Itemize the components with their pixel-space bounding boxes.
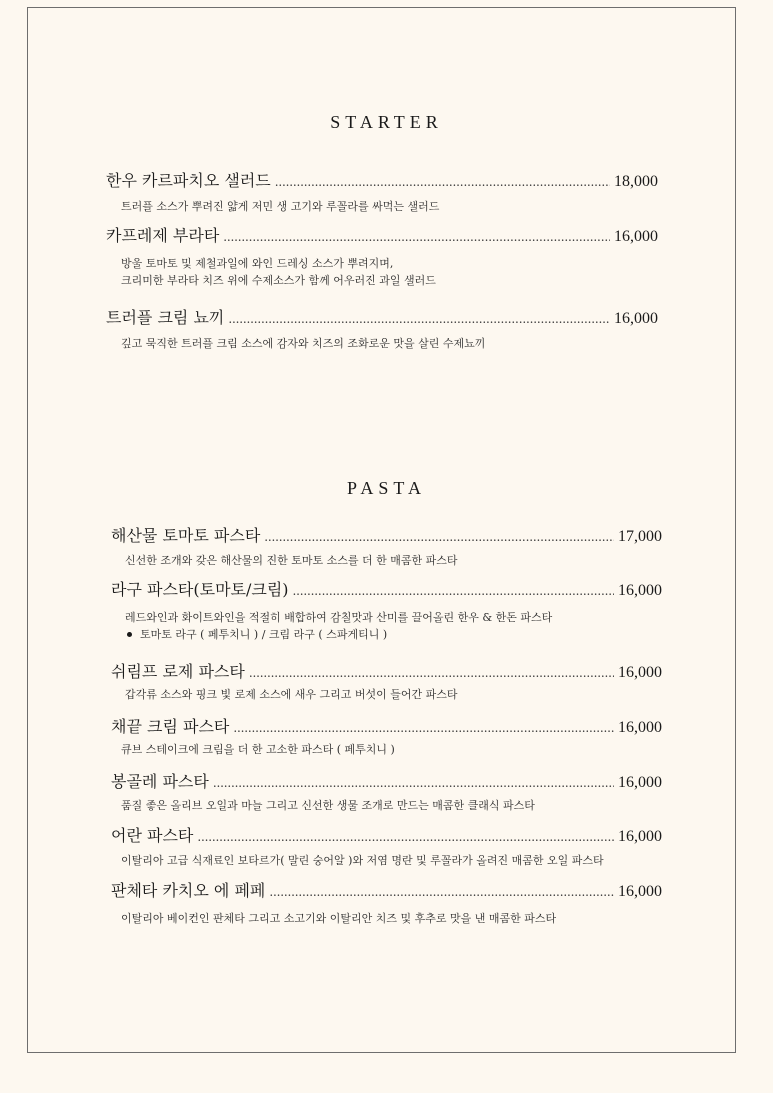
- dot-leader: [233, 721, 614, 735]
- menu-item-name: 해산물 토마토 파스타: [111, 526, 261, 545]
- menu-item-row: [111, 659, 662, 683]
- menu-item-name: 라구 파스타(토마토/크림): [111, 580, 289, 599]
- dot-leader: [213, 776, 614, 790]
- menu-item-description: 레드와인과 화이트와인을 적절히 배합하여 감칠맛과 산미를 끌어올린 한우 & 한돈 파스타 토마토 라구 ( 페투치니 ) / 크림 라구 ( 스파게티니 ): [125, 611, 553, 641]
- menu-item-price: 17,000: [618, 528, 662, 545]
- menu-item-price: 18,000: [614, 173, 658, 190]
- menu-item-description: 방울 토마토 및 제철과일에 와인 드레싱 소스가 뿌려지며, 크리미한 부라타 치즈 위에 수제소스가 함께 어우러진 과일 샐러드: [121, 257, 436, 287]
- menu-item-row: [111, 769, 662, 793]
- menu-item-price: 16,000: [618, 828, 662, 845]
- section-title-starter: STARTER: [330, 112, 443, 132]
- menu-item-description: 이탈리아 고급 식재료인 보타르가( 말린 숭어알 )와 저염 명란 및 루꼴라가 올려진 매콤한 오일 파스타: [121, 854, 604, 867]
- menu-item-name: 쉬림프 로제 파스타: [111, 662, 245, 681]
- menu-item-price: 16,000: [618, 719, 662, 736]
- menu-item-description: 깊고 묵직한 트러플 크림 소스에 감자와 치즈의 조화로운 맛을 살린 수제뇨끼: [121, 337, 486, 350]
- menu-item-description: 품질 좋은 올리브 오일과 마늘 그리고 신선한 생물 조개로 만드는 매콤한 클래식 파스타: [121, 799, 535, 812]
- menu-item-row: [111, 523, 662, 547]
- dot-leader: [269, 885, 614, 899]
- option-bullet: 토마토 라구 ( 페투치니 ) / 크림 라구 ( 스파게티니 ): [125, 626, 552, 643]
- menu-item-name: 트러플 크림 뇨끼: [106, 308, 225, 327]
- menu-item-price: 16,000: [618, 774, 662, 791]
- menu-item-description: 트러플 소스가 뿌려진 얇게 저민 생 고기와 루꼴라를 싸먹는 샐러드: [121, 200, 440, 213]
- dot-leader: [197, 830, 614, 844]
- menu-item-price: 16,000: [618, 664, 662, 681]
- dot-leader: [264, 530, 614, 544]
- section-title-pasta: PASTA: [347, 478, 426, 498]
- menu-item-price: 16,000: [618, 582, 662, 599]
- menu-item-row: [106, 305, 658, 329]
- dot-leader: [293, 584, 614, 598]
- menu-item-price: 16,000: [614, 310, 658, 327]
- menu-item-name: 어란 파스타: [111, 826, 194, 845]
- menu-item-name: 채끝 크림 파스타: [111, 717, 230, 736]
- menu-item-description: 신선한 조개와 갖은 해산물의 진한 토마토 소스를 더 한 매콤한 파스타: [125, 554, 458, 567]
- menu-item-name: 카프레제 부라타: [106, 226, 220, 245]
- menu-item-row: [111, 714, 662, 738]
- menu-item-price: 16,000: [614, 228, 658, 245]
- dot-leader: [228, 312, 610, 326]
- menu-item-row: [111, 878, 662, 902]
- dot-leader: [275, 175, 610, 189]
- menu-item-row: [106, 168, 658, 192]
- bullet-icon: [127, 632, 132, 637]
- menu-item-price: 16,000: [618, 883, 662, 900]
- menu-item-description: 갑각류 소스와 핑크 빛 로제 소스에 새우 그리고 버섯이 들어간 파스타: [125, 688, 458, 701]
- menu-item-description: 큐브 스테이크에 크림을 더 한 고소한 파스타 ( 페투치니 ): [121, 743, 395, 756]
- menu-item-row: [106, 223, 658, 247]
- menu-item-name: 판체타 카치오 에 페페: [111, 881, 266, 900]
- dot-leader: [223, 230, 610, 244]
- menu-item-row: [111, 577, 662, 601]
- menu-item-description: 이탈리아 베이컨인 판체타 그리고 소고기와 이탈리안 치즈 및 후추로 맛을 낸 매콤한 파스타: [121, 912, 557, 925]
- menu-item-row: [111, 823, 662, 847]
- menu-item-name: 한우 카르파치오 샐러드: [106, 171, 271, 190]
- dot-leader: [249, 666, 614, 680]
- menu-item-name: 봉골레 파스타: [111, 772, 209, 791]
